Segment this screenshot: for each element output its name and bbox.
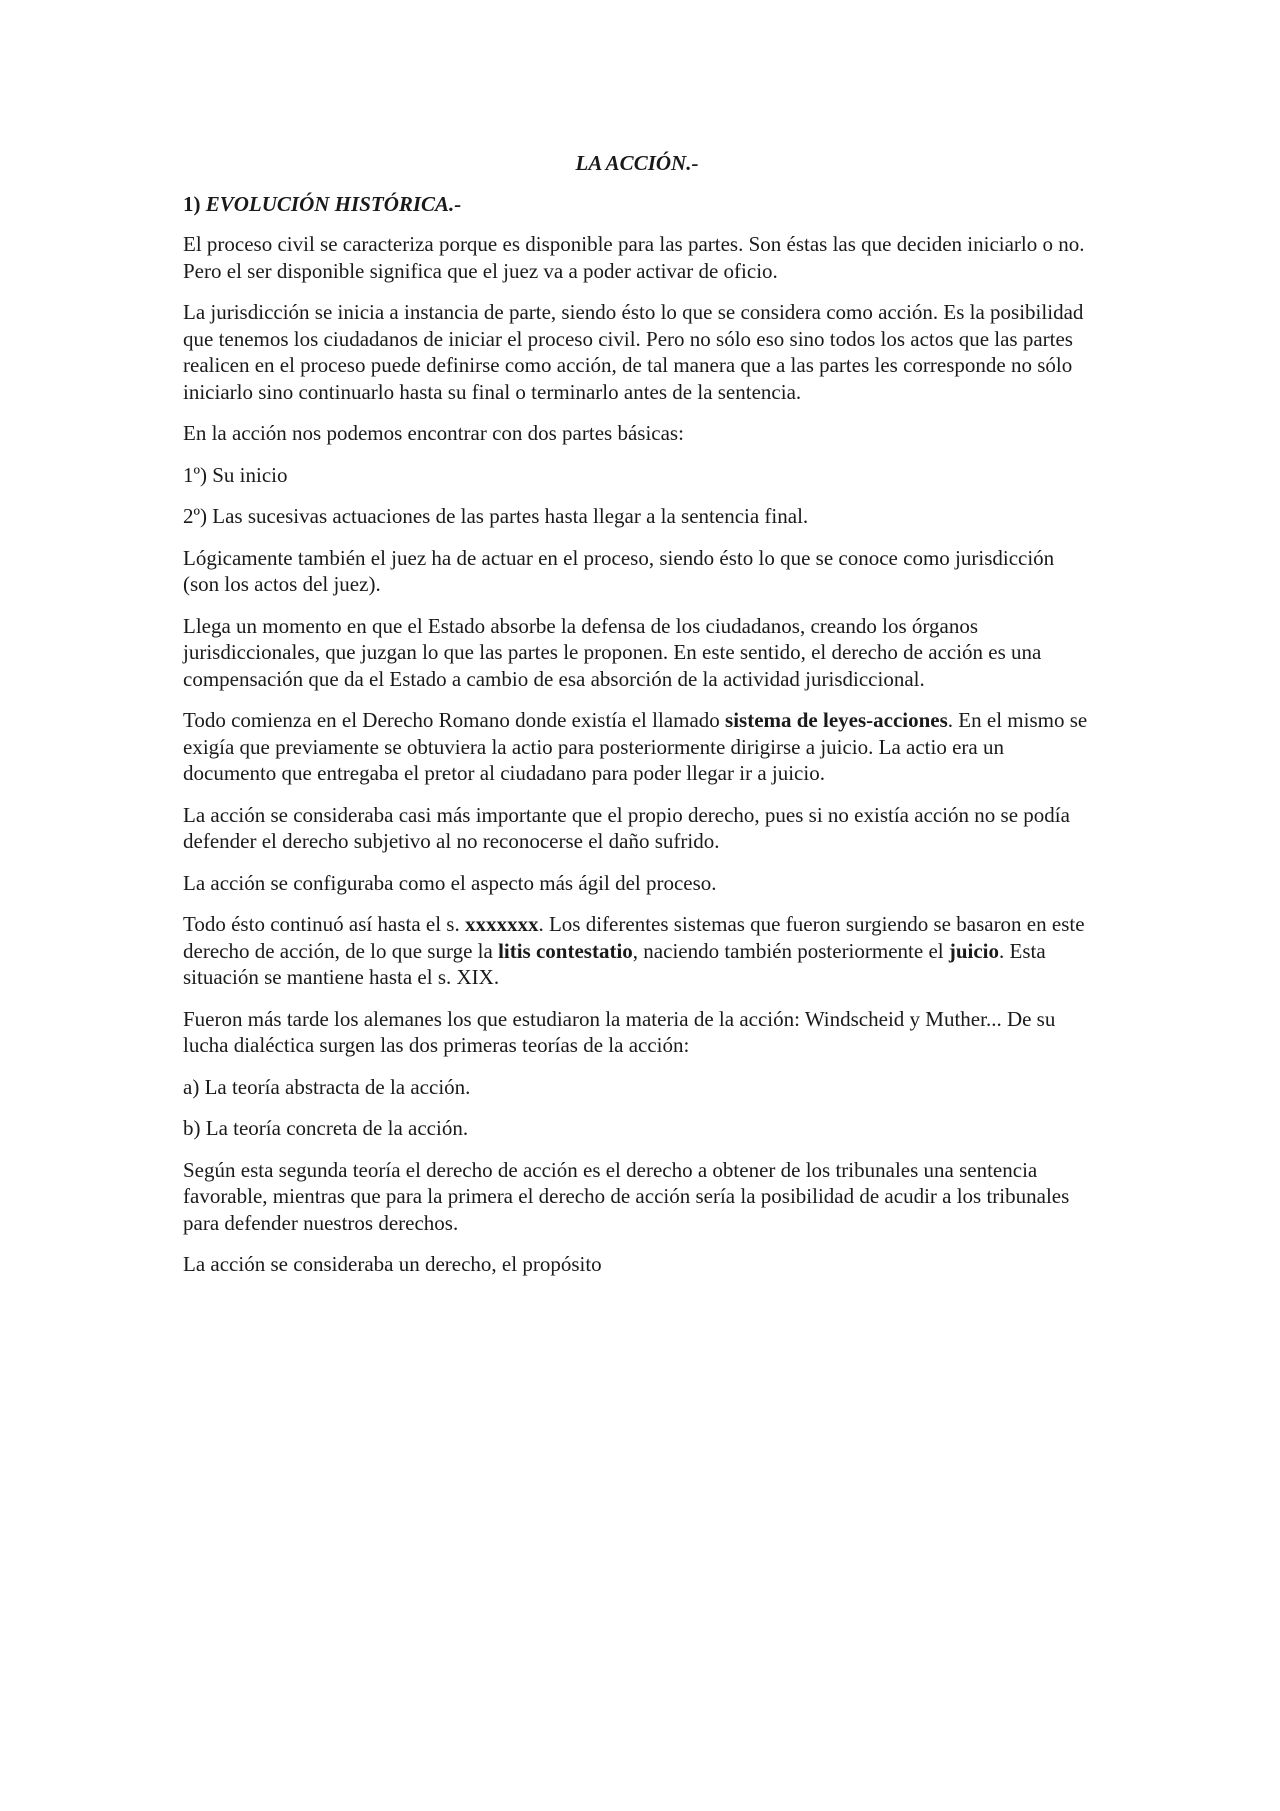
paragraph-11-bold-juicio: juicio: [948, 938, 1000, 963]
list-item-inicio: 1º) Su inicio: [183, 462, 288, 487]
paragraph-8-bold-term: sistema de leyes-acciones: [725, 708, 948, 732]
paragraph-1: El proceso civil se caracteriza porque es disponible para las partes. Son éstas las que deciden iniciarlo o no. Pero el ser disponible significa que el juez va a poder activar de oficio.: [183, 232, 1085, 283]
paragraph-11-text-a: Todo ésto continuó así hasta el s.: [183, 912, 465, 936]
list-item-actuaciones: 2º) Las sucesivas actuaciones de las partes hasta llegar a la sentencia final.: [183, 504, 809, 528]
section-heading: [183, 191, 1091, 218]
paragraph-11-bold-litis: litis contestatio: [498, 938, 633, 963]
paragraph-11-text-g: . Esta situación se mantiene hasta el s. XIX.: [183, 938, 1046, 989]
list-item-teoria-concreta: b) La teoría concreta de la acción.: [183, 1116, 469, 1140]
paragraph-9: La acción se consideraba casi más importante que el propio derecho, pues si no existía acción no se podía defender el derecho subjetivo al no reconocerse el daño sufrido.: [183, 802, 1070, 853]
paragraph-11: [183, 911, 1091, 991]
paragraph-12: Fueron más tarde los alemanes los que estudiaron la materia de la acción: Windscheid y Muther... De su lucha dialéctica surgen las dos primeras teorías de la acción:: [183, 1006, 1056, 1057]
paragraph-7: Llega un momento en que el Estado absorbe la defensa de los ciudadanos, creando los órganos jurisdiccionales, que juzgan lo que las partes le proponen. En este sentido, el derecho de acción es una compensación que da el Estado a cambio de esa absorción de la actividad jurisdiccional.: [183, 613, 1042, 691]
paragraph-11-text-e: , naciendo también posteriormente el: [632, 938, 949, 963]
paragraph-8-text-c: . En el mismo se exigía que previamente se obtuviera la actio para posteriormente dirigirse a juicio. La actio era un documento que entregaba el pretor al ciudadano para poder llegar ir a juicio.: [183, 708, 1088, 785]
section-heading-text: EVOLUCIÓN HISTÓRICA.-: [205, 191, 462, 216]
paragraph-11-text-c: . Los diferentes sistemas que fueron surgiendo se basaron en este derecho de acción, de lo que surge la: [183, 912, 1085, 963]
paragraph-11-bold-century: xxxxxxx: [464, 912, 539, 936]
list-item-teoria-abstracta: a) La teoría abstracta de la acción.: [183, 1074, 471, 1099]
paragraph-2: La jurisdicción se inicia a instancia de parte, siendo ésto lo que se considera como acción. Es la posibilidad que tenemos los ciudadanos de iniciar el proceso civil. Pero no sólo eso sino todos los actos que las partes realicen en el proceso puede definirse como acción, de tal manera que a las partes les corresponde no sólo iniciarlo sino continuarlo hasta su final o terminarlo antes de la sentencia.: [183, 300, 1084, 404]
paragraph-10: La acción se configuraba como el aspecto más ágil del proceso.: [183, 870, 717, 895]
paragraph-16: La acción se consideraba un derecho, el propósito: [183, 1252, 602, 1276]
document-body: [183, 150, 1091, 1293]
paragraph-15: Según esta segunda teoría el derecho de acción es el derecho a obtener de los tribunales una sentencia favorable, mientras que para la primera el derecho de acción sería la posibilidad de acudir a los tribunales para defender nuestros derechos.: [183, 1157, 1070, 1235]
document-title: LA ACCIÓN.-: [575, 151, 699, 175]
paragraph-8-text-a: Todo comienza en el Derecho Romano donde existía el llamado: [183, 708, 726, 732]
paragraph-8: [183, 707, 1091, 787]
paragraph-3: En la acción nos podemos encontrar con dos partes básicas:: [183, 421, 684, 445]
paragraph-6: Lógicamente también el juez ha de actuar en el proceso, siendo ésto lo que se conoce como jurisdicción (son los actos del juez).: [183, 545, 1055, 596]
section-number: 1): [183, 191, 201, 216]
